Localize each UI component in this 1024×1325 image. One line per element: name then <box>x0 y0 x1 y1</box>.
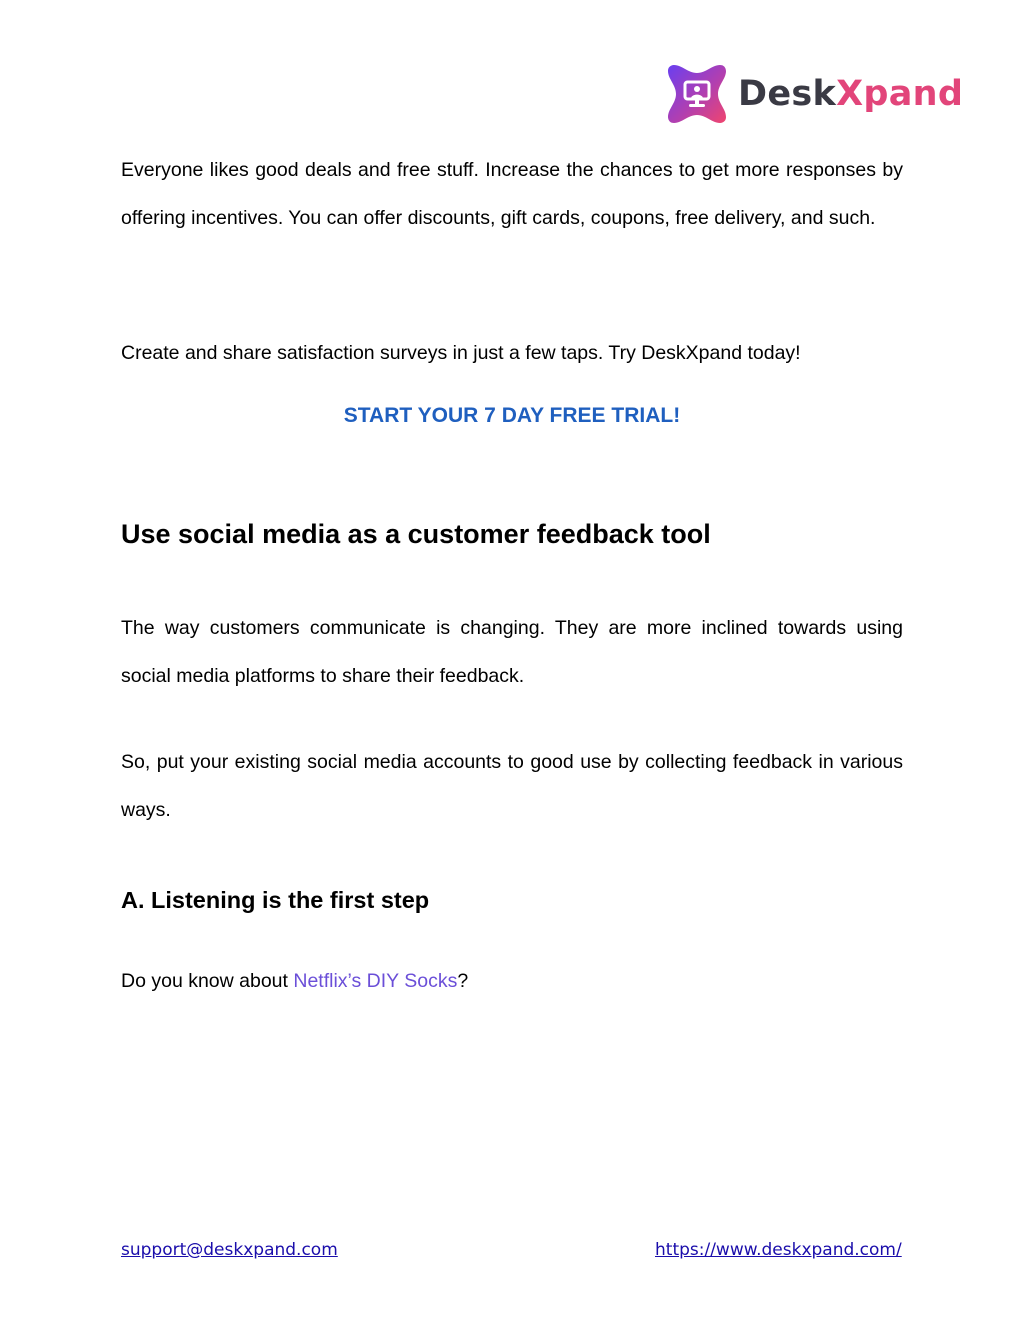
monitor-cross-logo-icon <box>664 61 730 127</box>
listening-heading: A. Listening is the first step <box>121 887 430 913</box>
netflix-diy-socks-link[interactable]: Netflix’s DIY Socks <box>293 970 458 992</box>
netflix-suffix-text: ? <box>457 970 469 992</box>
existing-accounts-paragraph: So, put your existing social media accounts to good use by collecting feedback in various ways. <box>121 751 903 821</box>
existing-accounts-section <box>121 738 903 834</box>
social-media-heading: Use social media as a customer feedback tool <box>121 519 711 549</box>
communicate-paragraph: The way customers communicate is changing. They are more inclined towards using social media platforms to share their feedback. <box>121 617 903 687</box>
netflix-section <box>121 957 903 1005</box>
free-trial-link[interactable]: START YOUR 7 DAY FREE TRIAL! <box>343 404 681 427</box>
try-deskxpand-paragraph: Create and share satisfaction surveys in just a few taps. Try DeskXpand today! <box>121 342 801 364</box>
logo-word-xpand: Xpand <box>836 73 964 114</box>
support-email-link[interactable]: support@deskxpand.com <box>121 1240 338 1260</box>
netflix-prefix-text: Do you know about <box>121 970 294 992</box>
website-link[interactable]: https://www.deskxpand.com/ <box>655 1240 902 1260</box>
incentives-paragraph: Everyone likes good deals and free stuff. Increase the chances to get more responses by offering incentives. You can offer discounts, gift cards, coupons, free delivery, and such. <box>121 159 903 229</box>
netflix-paragraph <box>121 957 903 1005</box>
communicate-section <box>121 604 903 700</box>
logo-word-desk: Desk <box>738 73 837 114</box>
deskxpand-logo <box>664 60 963 128</box>
try-section <box>121 329 903 377</box>
logo-wordmark <box>738 73 964 114</box>
incentives-section <box>121 146 903 242</box>
